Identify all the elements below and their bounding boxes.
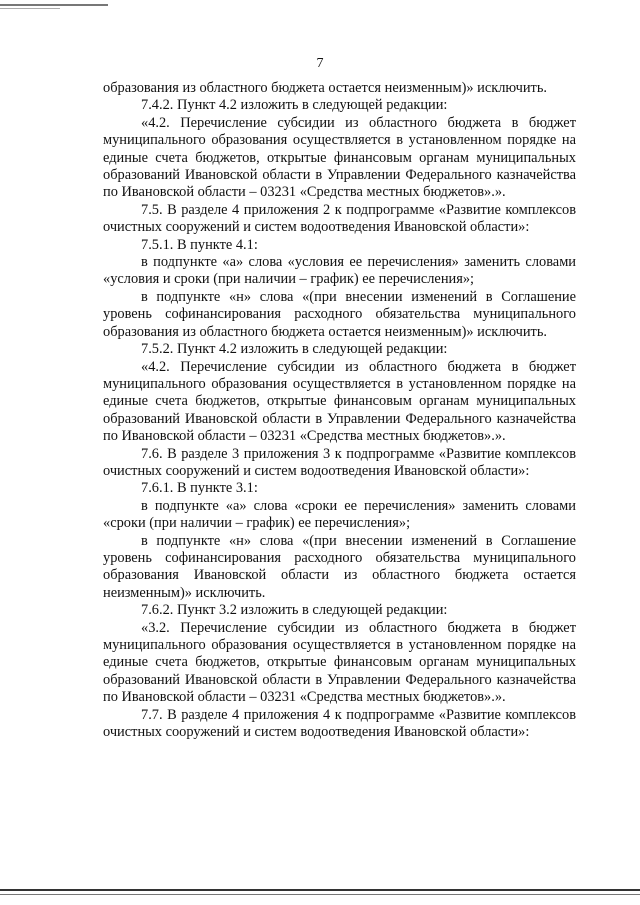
scan-artifact-bottom [0, 889, 640, 891]
paragraph: 7.5. В разделе 4 приложения 2 к подпрограмме «Развитие комплексов очистных сооружений и систем водоотведения Ивановской области»: [103, 201, 576, 236]
paragraph: «3.2. Перечисление субсидии из областного бюджета в бюджет муниципального образования осуществляется в установленном порядке на единые счета бюджетов, открытые финансовым органам муниципальных образований Ивановской области в Управлении Федерального казначейства по Ивановской области – 03231 «Средства местных бюджетов».». [103, 619, 576, 706]
scan-artifact-bottom-secondary [0, 894, 640, 895]
paragraph: 7.5.1. В пункте 4.1: [141, 236, 258, 253]
paragraph: 7.6.1. В пункте 3.1: [141, 480, 258, 497]
paragraph: 7.5.2. Пункт 4.2 изложить в следующей редакции: [141, 341, 448, 358]
scan-artifact-top [0, 4, 108, 6]
paragraph: в подпункте «н» слова «(при внесении изменений в Соглашение уровень софинансирования расходного обязательства муниципального образования Ивановской области из областного бюджета остается неизменным)» исключить. [103, 532, 576, 601]
paragraph: 7.7. В разделе 4 приложения 4 к подпрограмме «Развитие комплексов очистных сооружений и систем водоотведения Ивановской области»: [103, 706, 576, 741]
paragraph: 7.4.2. Пункт 4.2 изложить в следующей редакции: [141, 97, 448, 114]
paragraph: «4.2. Перечисление субсидии из областного бюджета в бюджет муниципального образования осуществляется в установленном порядке на единые счета бюджетов, открытые финансовым органам муниципальных образований Ивановской области в Управлении Федерального казначейства по Ивановской области – 03231 «Средства местных бюджетов».». [103, 114, 576, 201]
paragraph: «4.2. Перечисление субсидии из областного бюджета в бюджет муниципального образования осуществляется в установленном порядке на единые счета бюджетов, открытые финансовым органам муниципальных образований Ивановской области в Управлении Федерального казначейства по Ивановской области – 03231 «Средства местных бюджетов».». [103, 358, 576, 445]
document-body [103, 80, 576, 741]
page-number: 7 [316, 56, 324, 71]
paragraph: образования из областного бюджета остается неизменным)» исключить. [103, 80, 548, 96]
paragraph: в подпункте «а» слова «условия ее перечисления» заменить словами «условия и сроки (при наличии – график) ее перечисления»; [103, 254, 576, 288]
paragraph: 7.6. В разделе 3 приложения 3 к подпрограмме «Развитие комплексов очистных сооружений и систем водоотведения Ивановской области»: [103, 445, 576, 479]
paragraph: 7.6.2. Пункт 3.2 изложить в следующей редакции: [141, 602, 448, 619]
paragraph: в подпункте «н» слова «(при внесении изменений в Соглашение уровень софинансирования расходного обязательства муниципального образования из областного бюджета остается неизменным)» исключить. [103, 288, 576, 340]
paragraph: в подпункте «а» слова «сроки ее перечисления» заменить словами «сроки (при наличии – график) ее перечисления»; [103, 497, 576, 532]
scan-artifact-top-secondary [0, 8, 60, 9]
